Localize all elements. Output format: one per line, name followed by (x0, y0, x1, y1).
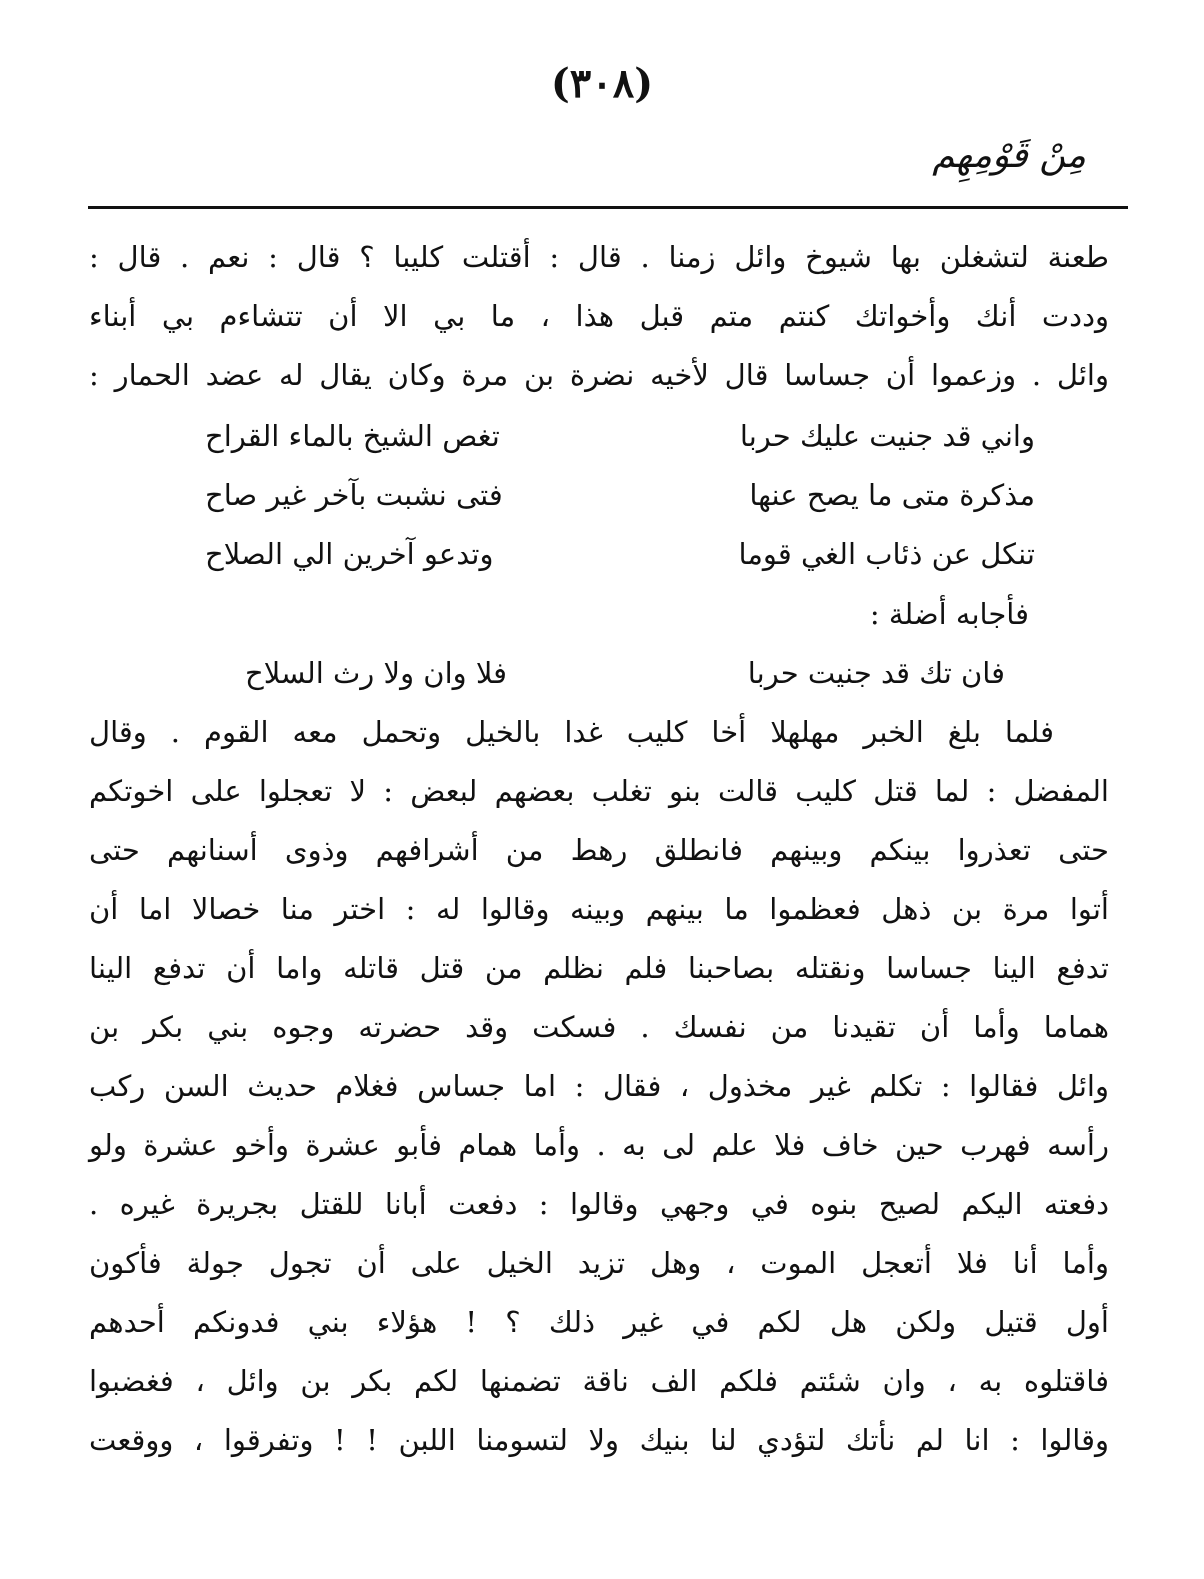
verse-second-hemistich: تغص الشيخ بالماء القراح (205, 419, 500, 453)
text-line: وقالوا : انا لم نأتك لتؤدي لنا بنيك ولا لتسومنا اللبن ! ! وتفرقوا ، ووقعت (89, 1423, 1109, 1457)
verse-second-hemistich: فلا وان ولا رث السلاح (245, 656, 508, 690)
text-line: دفعته اليكم لصيح بنوه في وجهي وقالوا : دفعت أبانا للقتل بجريرة غيره . (89, 1187, 1109, 1221)
text-line: حتى تعذروا بينكم وبينهم فانطلق رهط من أشرافهم وذوى أسنانهم حتى (89, 833, 1109, 867)
text-line: أول قتيل ولكن هل لكم في غير ذلك ؟ ! هؤلاء بني فدونكم أحدهم (89, 1305, 1109, 1339)
text-line: تدفع الينا جساسا ونقتله بصاحبنا فلم نظلم من قتل قاتله واما أن تدفع الينا (89, 951, 1109, 985)
text-line: وائل فقالوا : تكلم غير مخذول ، فقال : اما جساس فغلام حديث السن ركب (89, 1069, 1109, 1103)
verse-first-hemistich: مذكرة متى ما يصح عنها (749, 478, 1035, 512)
text-line: فاقتلوه به ، وان شئتم فلكم الف ناقة تضمنها لكم بكر بن وائل ، فغضبوا (89, 1364, 1109, 1398)
verse-second-hemistich: وتدعو آخرين الي الصلاح (205, 537, 494, 571)
running-head: مِنْ قَوْمِهِم (932, 135, 1086, 176)
verse-line (205, 534, 1035, 574)
verse-first-hemistich: واني قد جنيت عليك حربا (739, 419, 1035, 453)
verse-second-hemistich: فتى نشبت بآخر غير صاح (205, 478, 503, 512)
header-rule (88, 206, 1128, 209)
text-line: أتوا مرة بن ذهل فعظموا ما بينهم وبينه وقالوا له : اختر منا خصالا اما أن (89, 892, 1109, 926)
answer-intro: فأجابه أضلة : (869, 597, 1029, 631)
verse-first-hemistich: تنكل عن ذئاب الغي قوما (738, 537, 1035, 571)
text-line: هماما وأما أن تقيدنا من نفسك . فسكت وقد حضرته وجوه بني بكر بن (89, 1010, 1109, 1044)
text-line: وأما أنا فلا أتعجل الموت ، وهل تزيد الخيل على أن تجول جولة فأكون (89, 1246, 1109, 1280)
verse-line-2 (245, 653, 1005, 693)
verse-first-hemistich: فان تك قد جنيت حربا (747, 656, 1005, 690)
text-line: طعنة لتشغلن بها شيوخ وائل زمنا . قال : أقتلت كليبا ؟ قال : نعم . قال : (89, 240, 1109, 274)
text-line: وددت أنك وأخواتك كنتم متم قبل هذا ، ما بي الا أن تتشاءم بي أبناء (89, 299, 1109, 333)
text-line: المفضل : لما قتل كليب قالت بنو تغلب بعضهم لبعض : لا تعجلوا على اخوتكم (89, 774, 1109, 808)
page-number: (٣٠٨) (550, 60, 654, 107)
text-line: رأسه فهرب حين خاف فلا علم لى به . وأما همام فأبو عشرة وأخو عشرة ولو (89, 1128, 1109, 1162)
text-line: وائل . وزعموا أن جساسا قال لأخيه نضرة بن مرة وكان يقال له عضد الحمار : (89, 358, 1109, 392)
verse-line (205, 475, 1035, 515)
text-line: فلما بلغ الخبر مهلهلا أخا كليب غدا بالخيل وتحمل معه القوم . وقال (89, 715, 1054, 749)
verse-line (205, 416, 1035, 456)
